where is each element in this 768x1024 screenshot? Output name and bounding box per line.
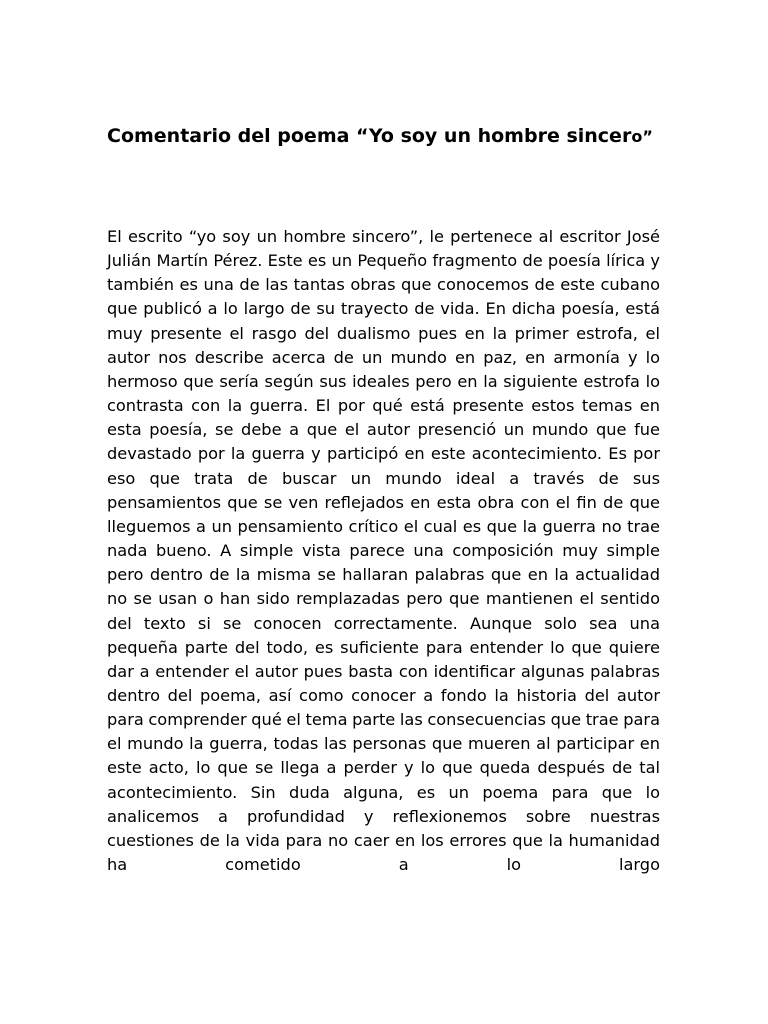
document-title-main: Comentario del poema “Yo soy un hombre sincer xyxy=(107,125,632,147)
document-title-tail: o” xyxy=(631,127,653,146)
document-body-paragraph: El escrito “yo soy un hombre sincero”, le pertenece al escritor José Julián Martín Pérez. Este es un Pequeño fragmento de poesía lírica y también es una de las tantas obras que conocemos de este cubano que publicó a lo largo de su trayecto de vida. En dicha poesía, está muy presente el rasgo del dualismo pues en la primer estrofa, el autor nos describe acerca de un mundo en paz, en armonía y lo hermoso que sería según sus ideales pero en la siguiente estrofa lo contrasta con la guerra. El por qué está presente estos temas en esta poesía, se debe a que el autor presenció un mundo que fue devastado por la guerra y participó en este acontecimiento. Es por eso que trata de buscar un mundo ideal a través de sus pensamientos que se ven reflejados en esta obra con el fin de que lleguemos a un pensamiento crítico el cual es que la guerra no trae nada bueno. A simple vista parece una composición muy simple pero dentro de la misma se hallaran palabras que en la actualidad no se usan o han sido remplazadas pero que mantienen el sentido del texto si se conocen correctamente. Aunque solo sea una pequeña parte del todo, es suficiente para entender lo que quiere dar a entender el autor pues basta con identificar algunas palabras dentro del poema, así como conocer a fondo la historia del autor para comprender qué el tema parte las consecuencias que trae para el mundo la guerra, todas las personas que mueren al participar en este acto, lo que se llega a perder y lo que queda después de tal acontecimiento. Sin duda alguna, es un poema para que lo analicemos a profundidad y reflexionemos sobre nuestras cuestiones de la vida para no caer en los errores que la humanidad ha cometido a lo largo xyxy=(107,227,660,875)
document-title xyxy=(107,122,660,151)
